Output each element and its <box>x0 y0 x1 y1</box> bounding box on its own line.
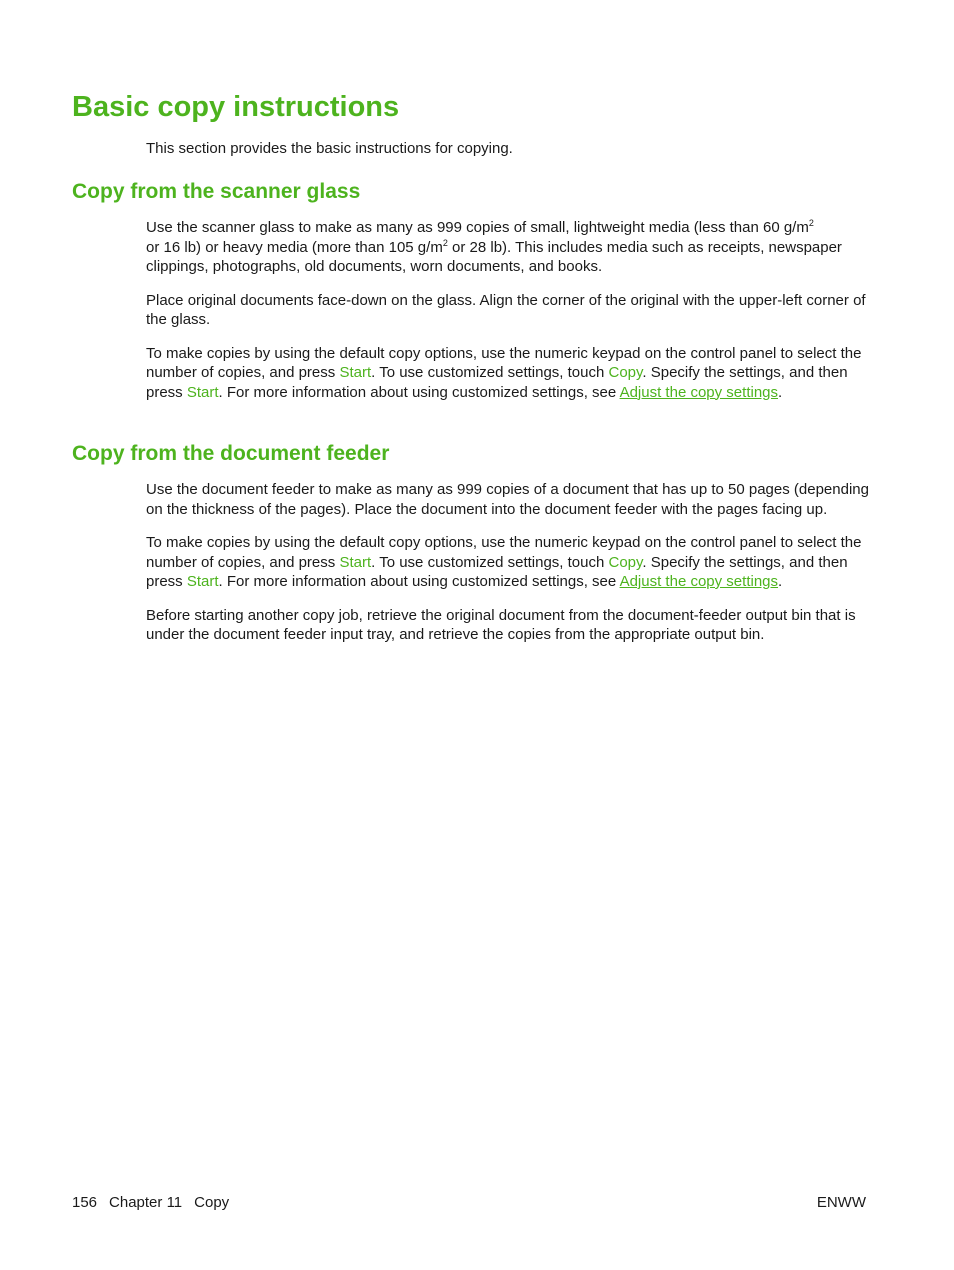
section-body-document-feeder <box>146 480 874 659</box>
scanner-glass-paragraph-3: To make copies by using the default copy options, use the numeric keypad on the control panel to select the number of copies, and press Start. To use customized settings, touch Copy. Specify the settings, and then press Start. For more information about using customized settings, see Adjust the copy settings. <box>146 344 862 401</box>
scanner-glass-paragraph-2: Place original documents face-down on the glass. Align the corner of the original with the upper-left corner of the glass. <box>146 291 866 328</box>
copy-keyword: Copy <box>608 364 643 381</box>
document-feeder-paragraph-1: Use the document feeder to make as many as 999 copies of a document that has up to 50 pages (depending on the thickness of the pages). Place the document into the document feeder with the pages facing up. <box>146 481 869 518</box>
start-keyword: Start <box>186 383 219 401</box>
start-keyword: Start <box>186 573 219 590</box>
start-keyword: Start <box>339 553 372 571</box>
footer-chapter-title: Copy <box>194 1194 230 1211</box>
start-keyword: Start <box>339 364 372 381</box>
footer-chapter: Chapter 11 <box>109 1194 183 1211</box>
footer-page-number: 156 <box>72 1194 98 1211</box>
section-heading-document-feeder: Copy from the document feeder <box>72 442 390 465</box>
section-heading-scanner-glass: Copy from the scanner glass <box>72 180 361 203</box>
adjust-copy-settings-link[interactable]: Adjust the copy settings <box>619 573 779 590</box>
document-feeder-paragraph-3: Before starting another copy job, retrieve the original document from the document-feeder output bin that is under the document feeder input tray, and retrieve the copies from the appropriate output bin. <box>146 606 856 643</box>
section-body-scanner-glass <box>146 218 874 416</box>
intro-paragraph: This section provides the basic instructions for copying. <box>146 140 513 157</box>
copy-keyword: Copy <box>608 553 643 571</box>
adjust-copy-settings-link[interactable]: Adjust the copy settings <box>619 383 779 401</box>
document-feeder-paragraph-2: To make copies by using the default copy options, use the numeric keypad on the control panel to select the number of copies, and press Start. To use customized settings, touch Copy. Specify the settings, and then press Start. For more information about using customized settings, see Adjust the copy settings. <box>146 534 862 590</box>
footer-left <box>72 1193 229 1213</box>
footer-right: ENWW <box>816 1194 866 1211</box>
scanner-glass-paragraph-1: Use the scanner glass to make as many as 999 copies of small, lightweight media (less than 60 $g/m^2$ or 16 lb) or heavy media (more than 105 $g/m^2$ or 28 lb). This includes media such as receipts, newspaper clippings, photographs, old documents, worn documents, and books. <box>146 218 842 275</box>
page-title: Basic copy instructions <box>72 91 400 123</box>
